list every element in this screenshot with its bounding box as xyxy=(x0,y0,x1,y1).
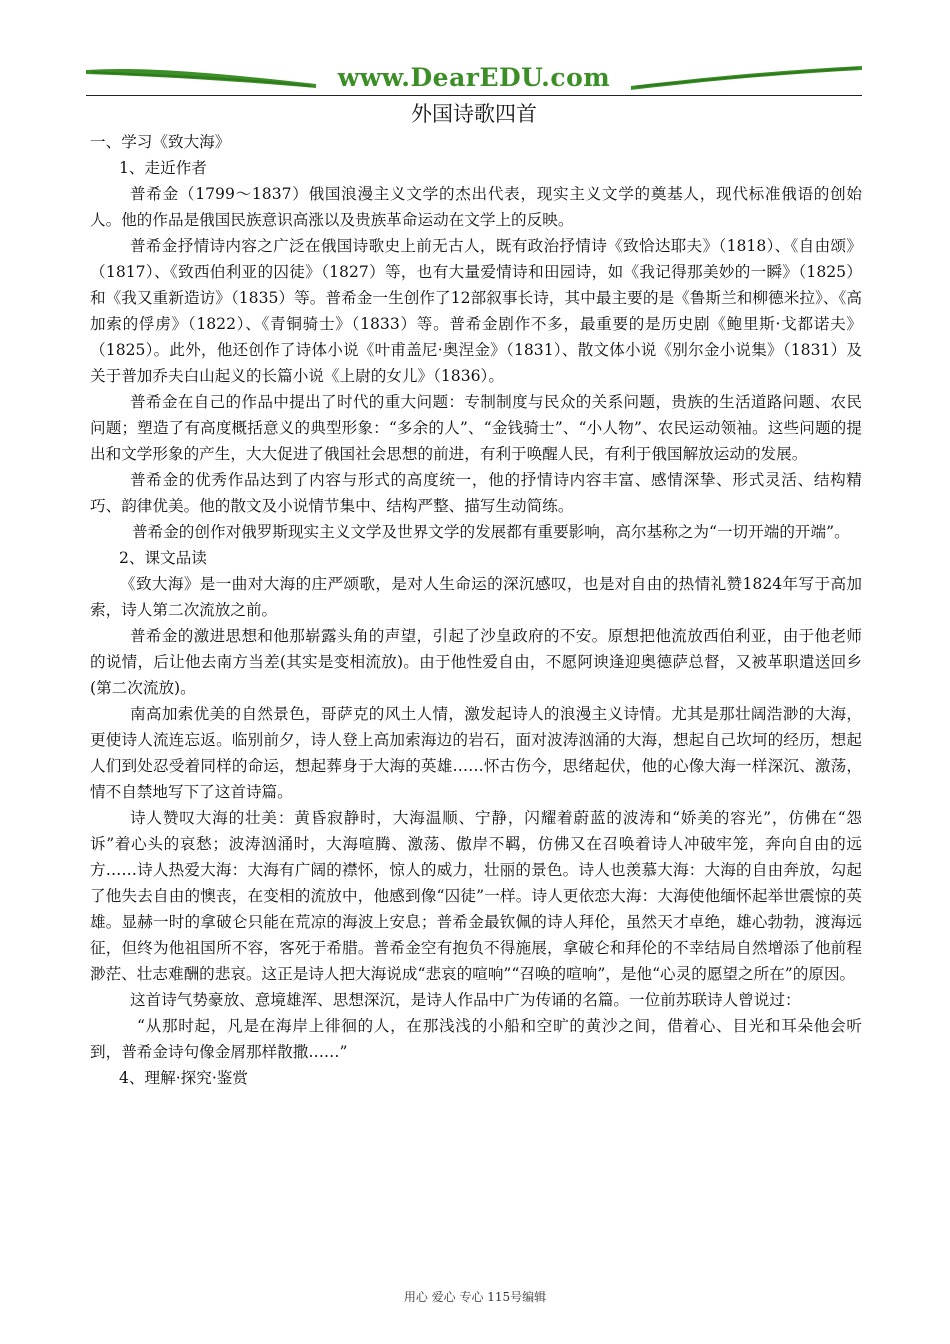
page-title: 外国诗歌四首 xyxy=(411,102,537,126)
subsection-heading: 2、课文品读 xyxy=(119,549,207,567)
paragraph: 普希金的创作对俄罗斯现实主义文学及世界文学的发展都有重要影响，高尔基称之为“一切开端的开端”。 xyxy=(132,523,850,541)
paragraph: 普希金在自己的作品中提出了时代的重大问题：专制制度与民众的关系问题，贵族的生活道路问题、农民问题；塑造了有高度概括意义的典型形象：“多余的人”、“金钱骑士”、“小人物”、农民运动领袖。这些问题的提出和文学形象的产生，大大促进了俄国社会思想的前进，有利于唤醒人民，有利于俄国解放运动的发展。 xyxy=(90,393,862,463)
section-heading: 一、学习《致大海》 xyxy=(90,133,231,151)
paragraph: 南高加索优美的自然景色，哥萨克的风土人情，激发起诗人的浪漫主义诗情。尤其是那壮阔浩渺的大海，更使诗人流连忘返。临别前夕，诗人登上高加索海边的岩石，面对波涛汹涌的大海，想起自己坎坷的经历，想起人们到处忍受着同样的命运，想起葬身于大海的英雄……怀古伤今，思绪起伏，他的心像大海一样深沉、激荡，情不自禁地写下了这首诗篇。 xyxy=(90,705,862,801)
paragraph: 普希金的优秀作品达到了内容与形式的高度统一，他的抒情诗内容丰富、感情深挚、形式灵活、结构精巧、韵律优美。他的散文及小说情节集中、结构严整、描写生动简练。 xyxy=(90,471,862,515)
subsection-heading: 1、走近作者 xyxy=(119,159,207,177)
header-banner xyxy=(86,62,862,96)
subsection-heading: 4、理解·探究·鉴赏 xyxy=(119,1069,248,1087)
paragraph: 《致大海》是一曲对大海的庄严颂歌，是对人生命运的深沉感叹，也是对自由的热情礼赞1824年写于高加索，诗人第二次流放之前。 xyxy=(90,575,862,619)
paragraph: 普希金的激进思想和他那崭露头角的声望，引起了沙皇政府的不安。原想把他流放西伯利亚，由于他老师的说情，后让他去南方当差(其实是变相流放)。由于他性爱自由，不愿阿谀逢迎奥德萨总督，又被革职遣送回乡(第二次流放)。 xyxy=(90,627,862,697)
paragraph: 诗人赞叹大海的壮美：黄昏寂静时，大海温顺、宁静，闪耀着蔚蓝的波涛和“娇美的容光”，仿佛在“怨诉”着心头的哀愁；波涛汹涌时，大海喧腾、激荡、傲岸不羁，仿佛又在召唤着诗人冲破牢笼，奔向自由的远方……诗人热爱大海：大海有广阔的襟怀，惊人的威力，壮丽的景色。诗人也羡慕大海：大海的自由奔放，勾起了他失去自由的懊丧，在变相的流放中，他感到像“囚徒”一样。诗人更依恋大海：大海使他缅怀起举世震惊的英雄。显赫一时的拿破仑只能在荒凉的海波上安息；普希金最钦佩的诗人拜伦，虽然天才卓绝，雄心勃勃，渡海远征，但终为他祖国所不容，客死于希腊。普希金空有抱负不得施展，拿破仑和拜伦的不幸结局自然增添了他前程渺茫、壮志难酬的悲哀。这正是诗人把大海说成“悲哀的喧响”“召唤的喧响”，是他“心灵的愿望之所在”的原因。 xyxy=(90,809,862,983)
paragraph: 普希金（1799～1837）俄国浪漫主义文学的杰出代表，现实主义文学的奠基人，现代标准俄语的创始人。他的作品是俄国民族意识高涨以及贵族革命运动在文学上的反映。 xyxy=(90,185,862,229)
paragraph: 普希金抒情诗内容之广泛在俄国诗歌史上前无古人，既有政治抒情诗《致恰达耶夫》（1818）、《自由颂》（1817）、《致西伯利亚的囚徒》（1827）等，也有大量爱情诗和田园诗，如《我记得那美妙的一瞬》（1825）和《我又重新造访》（1835）等。普希金一生创作了12部叙事长诗，其中最主要的是《鲁斯兰和柳德米拉》、《高加索的俘虏》（1822）、《青铜骑士》（1833）等。普希金剧作不多，最重要的是历史剧《鲍里斯·戈都诺夫》（1825）。此外，他还创作了诗体小说《叶甫盖尼·奥涅金》（1831）、散文体小说《别尔金小说集》（1831）及关于普加乔夫白山起义的长篇小说《上尉的女儿》（1836）。 xyxy=(90,237,862,385)
quotation: “从那时起，凡是在海岸上徘徊的人，在那浅浅的小船和空旷的黄沙之间，借着心、目光和耳朵他会听到，普希金诗句像金屑那样散撒……” xyxy=(90,1017,862,1061)
paragraph: 这首诗气势豪放、意境雄浑、思想深沉，是诗人作品中广为传诵的名篇。一位前苏联诗人曾说过： xyxy=(130,991,801,1009)
site-logo: www.DearEDU.com xyxy=(337,63,611,92)
page-footer: 用心 爱心 专心 115号编辑 xyxy=(403,1290,547,1304)
header-divider xyxy=(86,95,862,96)
document-body xyxy=(90,129,862,1091)
